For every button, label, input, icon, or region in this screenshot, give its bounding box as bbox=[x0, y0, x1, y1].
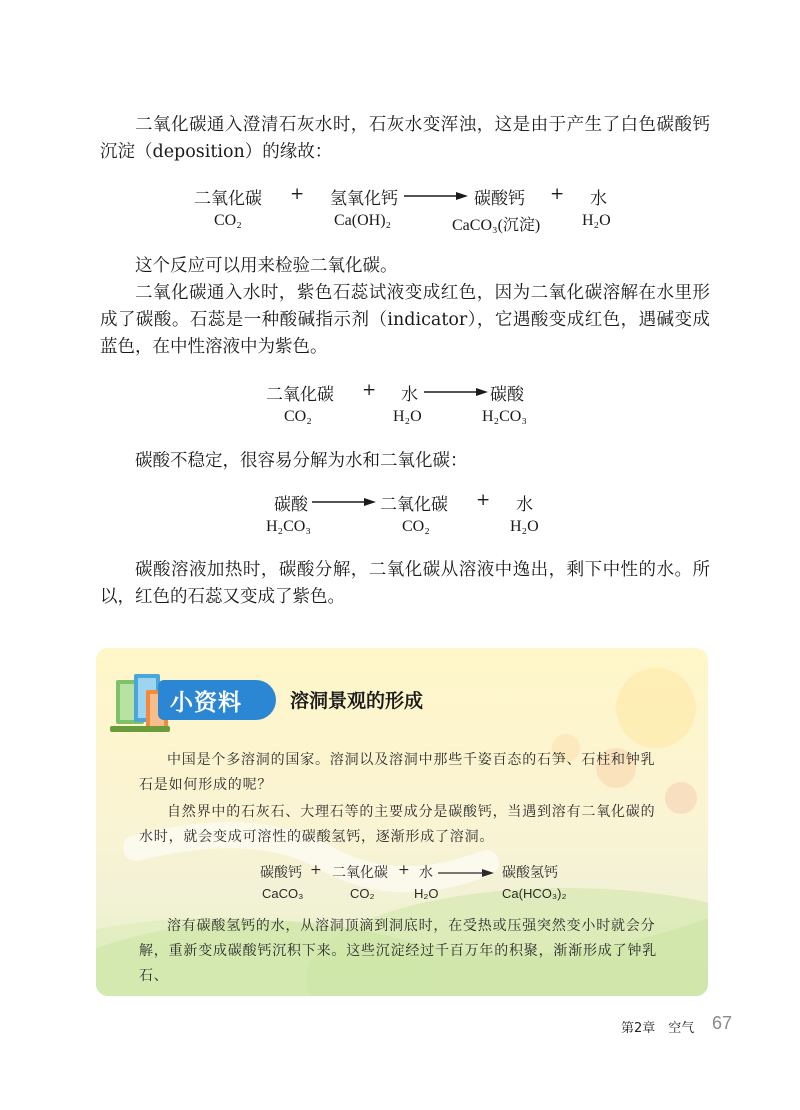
paragraph-5 bbox=[100, 557, 710, 611]
resource-paragraph-2-text: 自然界中的石灰石、大理石等的主要成分是碳酸钙，当遇到溶有二氧化碳的水时，就会变成可溶性的碳酸氢钙，逐渐形成了溶洞。 bbox=[139, 804, 656, 845]
paragraph-2-text: 这个反应可以用来检验二氧化碳。 bbox=[135, 256, 398, 276]
eq2-product: 碳酸 bbox=[490, 385, 524, 405]
resource-eq-formula-1: CaCO₃ bbox=[262, 886, 304, 901]
resource-eq-formula-3: H₂O bbox=[414, 886, 439, 901]
eq3-product-1: 二氧化碳 bbox=[380, 495, 448, 515]
paragraph-3 bbox=[100, 280, 710, 361]
eq1-formula-3: CaCO₃(沉淀) bbox=[452, 217, 541, 234]
resource-eq-plus-1: + bbox=[310, 862, 322, 878]
resource-paragraph-3-text: 溶有碳酸氢钙的水，从溶洞顶滴到洞底时，在受热或压强突然变小时就会分解，重新变成碳酸钙沉积下来。这些沉淀经过千百万年的积聚，渐渐形成了钟乳石、 bbox=[139, 918, 657, 984]
eq2-arrow bbox=[424, 387, 488, 397]
resource-title: 溶洞景观的形成 bbox=[290, 690, 424, 712]
paragraph-4 bbox=[100, 448, 710, 475]
resource-eq-product: 碳酸氢钙 bbox=[502, 865, 558, 881]
resource-paragraph-3 bbox=[139, 914, 669, 989]
paragraph-5-text: 碳酸溶液加热时，碳酸分解，二氧化碳从溶液中逸出，剩下中性的水。所以，红色的石蕊又变成了紫色。 bbox=[100, 560, 710, 607]
resource-eq-arrow bbox=[438, 868, 494, 878]
paragraph-1-text: 二氧化碳通入澄清石灰水时，石灰水变浑浊，这是由于产生了白色碳酸钙沉淀（deposition）的缘故： bbox=[100, 115, 710, 162]
resource-eq-formula-4: Ca(HCO₃)₂ bbox=[502, 886, 567, 901]
eq1-product-2: 水 bbox=[590, 189, 607, 209]
eq1-product-1: 碳酸钙 bbox=[474, 189, 525, 209]
eq1-formula-1: CO₂ bbox=[214, 212, 242, 229]
paragraph-3-text: 二氧化碳通入水时，紫色石蕊试液变成红色，因为二氧化碳溶解在水里形成了碳酸。石蕊是一种酸碱指示剂（indicator），它遇酸变成红色，遇碱变成蓝色，在中性溶液中为紫色。 bbox=[100, 283, 710, 357]
paragraph-1 bbox=[100, 112, 710, 166]
resource-eq-plus-2: + bbox=[398, 862, 410, 878]
eq3-arrow bbox=[312, 497, 376, 507]
eq2-reactant-1: 二氧化碳 bbox=[266, 385, 334, 405]
eq1-arrow bbox=[404, 191, 468, 201]
eq1-plus-1: + bbox=[290, 184, 305, 204]
eq1-formula-2: Ca(OH)₂ bbox=[334, 212, 392, 229]
eq3-formula-1: H₂CO₃ bbox=[266, 518, 311, 535]
paragraph-2 bbox=[100, 253, 710, 280]
eq2-formula-2: H₂O bbox=[393, 408, 422, 425]
resource-eq-reactant-1: 碳酸钙 bbox=[260, 865, 302, 881]
eq1-reactant-2: 氢氧化钙 bbox=[330, 189, 398, 209]
eq2-plus: + bbox=[362, 380, 377, 400]
chapter-label: 第2章 空气 bbox=[621, 1021, 695, 1036]
paragraph-4-text: 碳酸不稳定，很容易分解为水和二氧化碳： bbox=[135, 451, 468, 471]
resource-badge-label: 小资料 bbox=[170, 690, 242, 716]
eq1-reactant-1: 二氧化碳 bbox=[194, 189, 262, 209]
page-number: 67 bbox=[712, 1013, 733, 1033]
eq2-reactant-2: 水 bbox=[401, 385, 418, 405]
eq3-product-2: 水 bbox=[516, 495, 533, 515]
eq3-formula-3: H₂O bbox=[510, 518, 539, 535]
eq1-formula-4: H₂O bbox=[582, 212, 611, 229]
resource-paragraph-2 bbox=[139, 800, 669, 850]
resource-paragraph-1 bbox=[139, 748, 669, 798]
resource-box bbox=[96, 648, 708, 996]
resource-paragraph-1-text: 中国是个多溶洞的国家。溶洞以及溶洞中那些千姿百态的石笋、石柱和钟乳石是如何形成的呢？ bbox=[139, 752, 656, 793]
eq1-plus-2: + bbox=[550, 184, 565, 204]
resource-eq-reactant-2: 二氧化碳 bbox=[332, 865, 388, 881]
eq2-formula-1: CO₂ bbox=[284, 408, 312, 425]
eq3-plus: + bbox=[476, 490, 491, 510]
eq3-formula-2: CO₂ bbox=[402, 518, 430, 535]
eq2-formula-3: H₂CO₃ bbox=[482, 408, 527, 425]
resource-eq-reactant-3: 水 bbox=[419, 865, 433, 881]
resource-badge bbox=[158, 680, 276, 720]
resource-eq-formula-2: CO₂ bbox=[350, 886, 375, 901]
eq3-reactant: 碳酸 bbox=[274, 495, 308, 515]
